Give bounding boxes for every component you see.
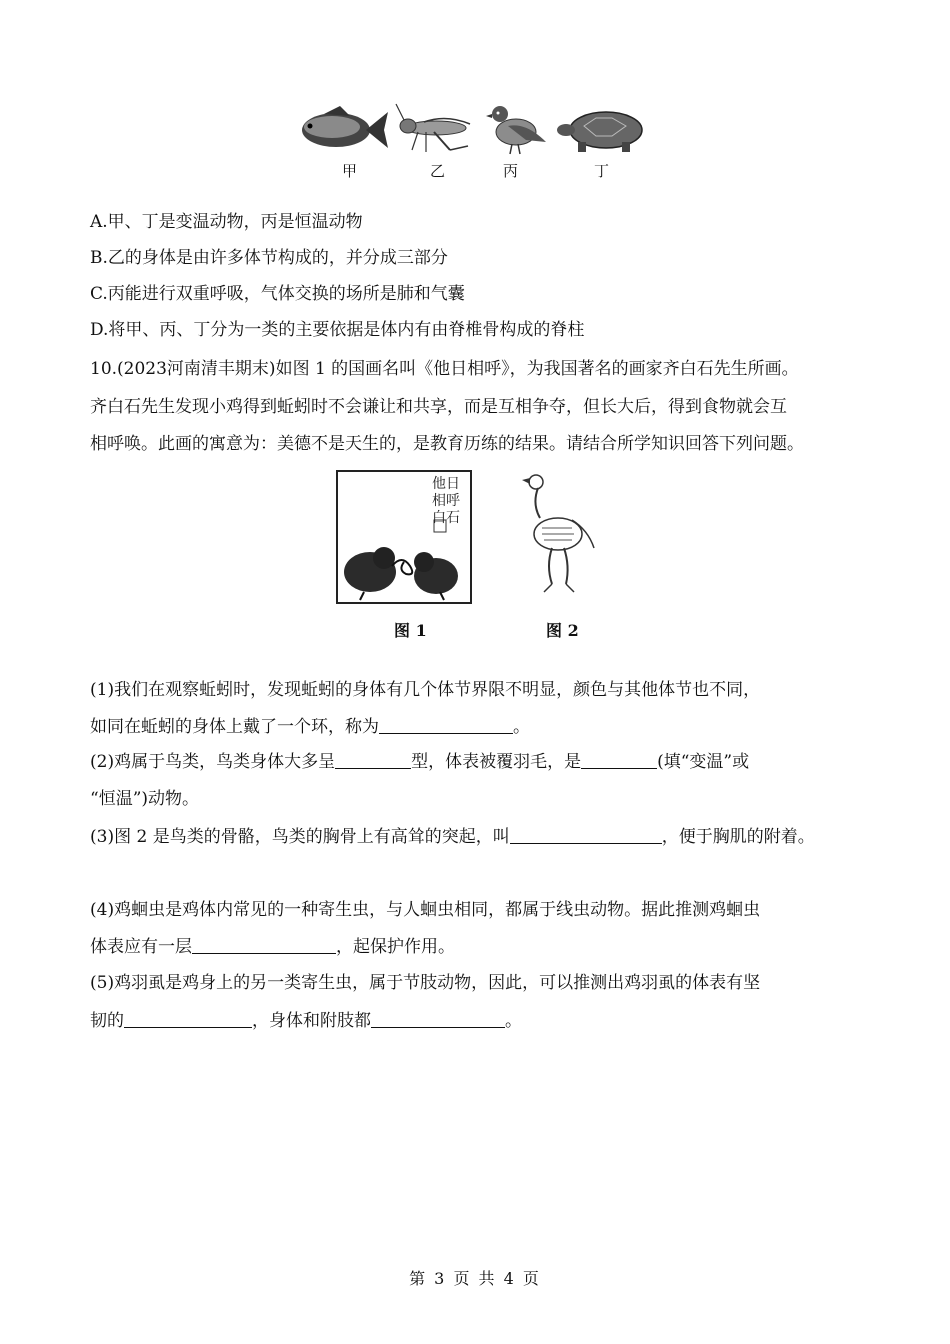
text-segment: 型，体表被覆羽毛，是	[411, 752, 582, 772]
subquestion-1-line	[90, 715, 530, 739]
page-footer: 第 3 页 共 4 页	[409, 1269, 541, 1288]
question-10-line: 相呼唤。此画的寓意为：美德不是天生的，是教育历练的结果。请结合所学知识回答下列问题。	[90, 434, 804, 454]
pigeon-icon	[486, 102, 550, 158]
subquestion-2-line	[90, 750, 749, 774]
text-segment: 如同在蚯蚓的身体上戴了一个环，称为	[90, 717, 379, 737]
text-segment: ，便于胸肌的附着。	[661, 827, 815, 847]
subquestion-4-line	[90, 935, 455, 959]
bird-skeleton-figure-2	[512, 470, 602, 604]
subquestion-5-line: (5)鸡羽虱是鸡身上的另一类寄生虫，属于节肢动物，因此，可以推测出鸡羽虱的体表有坚	[90, 973, 761, 993]
text-segment: (填“变温”或	[657, 752, 750, 772]
answer-blank[interactable]	[335, 750, 411, 769]
text-segment: (3)图 2 是鸟类的骨骼，鸟类的胸骨上有高耸的突起，叫	[90, 827, 510, 847]
figure-2-caption: 图 2	[546, 621, 579, 640]
turtle-icon	[556, 106, 652, 156]
painting-inscription: 他日相呼 白石	[432, 476, 460, 526]
text-segment: 。	[513, 717, 530, 737]
answer-blank[interactable]	[510, 825, 662, 844]
figure-1-caption: 图 1	[394, 621, 427, 640]
text-segment: 。	[505, 1011, 522, 1031]
answer-blank[interactable]	[371, 1009, 505, 1028]
animal-label: 甲	[342, 162, 358, 180]
text-segment: ，身体和附肢都	[252, 1011, 371, 1031]
subquestion-3-line	[90, 825, 815, 849]
animal-figure	[290, 92, 660, 182]
animal-label: 丙	[503, 162, 519, 180]
text-segment: (2)鸡属于鸟类，鸟类身体大多呈	[90, 752, 336, 772]
answer-blank[interactable]	[379, 715, 513, 734]
answer-blank[interactable]	[192, 935, 336, 954]
option-c: C.丙能进行双重呼吸，气体交换的场所是肺和气囊	[90, 284, 465, 304]
option-a: A.甲、丁是变温动物，丙是恒温动物	[90, 212, 363, 232]
question-10-line: 齐白石先生发现小鸡得到蚯蚓时不会谦让和共享，而是互相争夺，但长大后，得到食物就会互	[90, 397, 787, 417]
subquestion-1-line: (1)我们在观察蚯蚓时，发现蚯蚓的身体有几个体节界限不明显，颜色与其他体节也不同，	[90, 680, 761, 700]
fish-icon	[294, 104, 390, 154]
subquestion-2-line: “恒温”)动物。	[90, 789, 200, 809]
answer-blank[interactable]	[581, 750, 657, 769]
animal-label: 乙	[430, 162, 446, 180]
text-segment: ，起保护作用。	[336, 937, 455, 957]
option-d: D.将甲、丙、丁分为一类的主要依据是体内有由脊椎骨构成的脊柱	[90, 320, 585, 340]
text-segment: 韧的	[90, 1011, 124, 1031]
text-segment: 体表应有一层	[90, 937, 192, 957]
answer-blank[interactable]	[124, 1009, 252, 1028]
figures	[336, 470, 626, 645]
subquestion-4-line: (4)鸡蛔虫是鸡体内常见的一种寄生虫，与人蛔虫相同，都属于线虫动物。据此推测鸡蛔虫	[90, 900, 761, 920]
grasshopper-icon	[394, 102, 478, 158]
question-10-line: 10.(2023河南清丰期末)如图 1 的国画名叫《他日相呼》，为我国著名的画家齐白石先生所画。	[90, 359, 799, 379]
animal-label: 丁	[594, 162, 610, 180]
subquestion-5-line	[90, 1009, 522, 1033]
option-b: B.乙的身体是由许多体节构成的，并分成三部分	[90, 248, 448, 268]
